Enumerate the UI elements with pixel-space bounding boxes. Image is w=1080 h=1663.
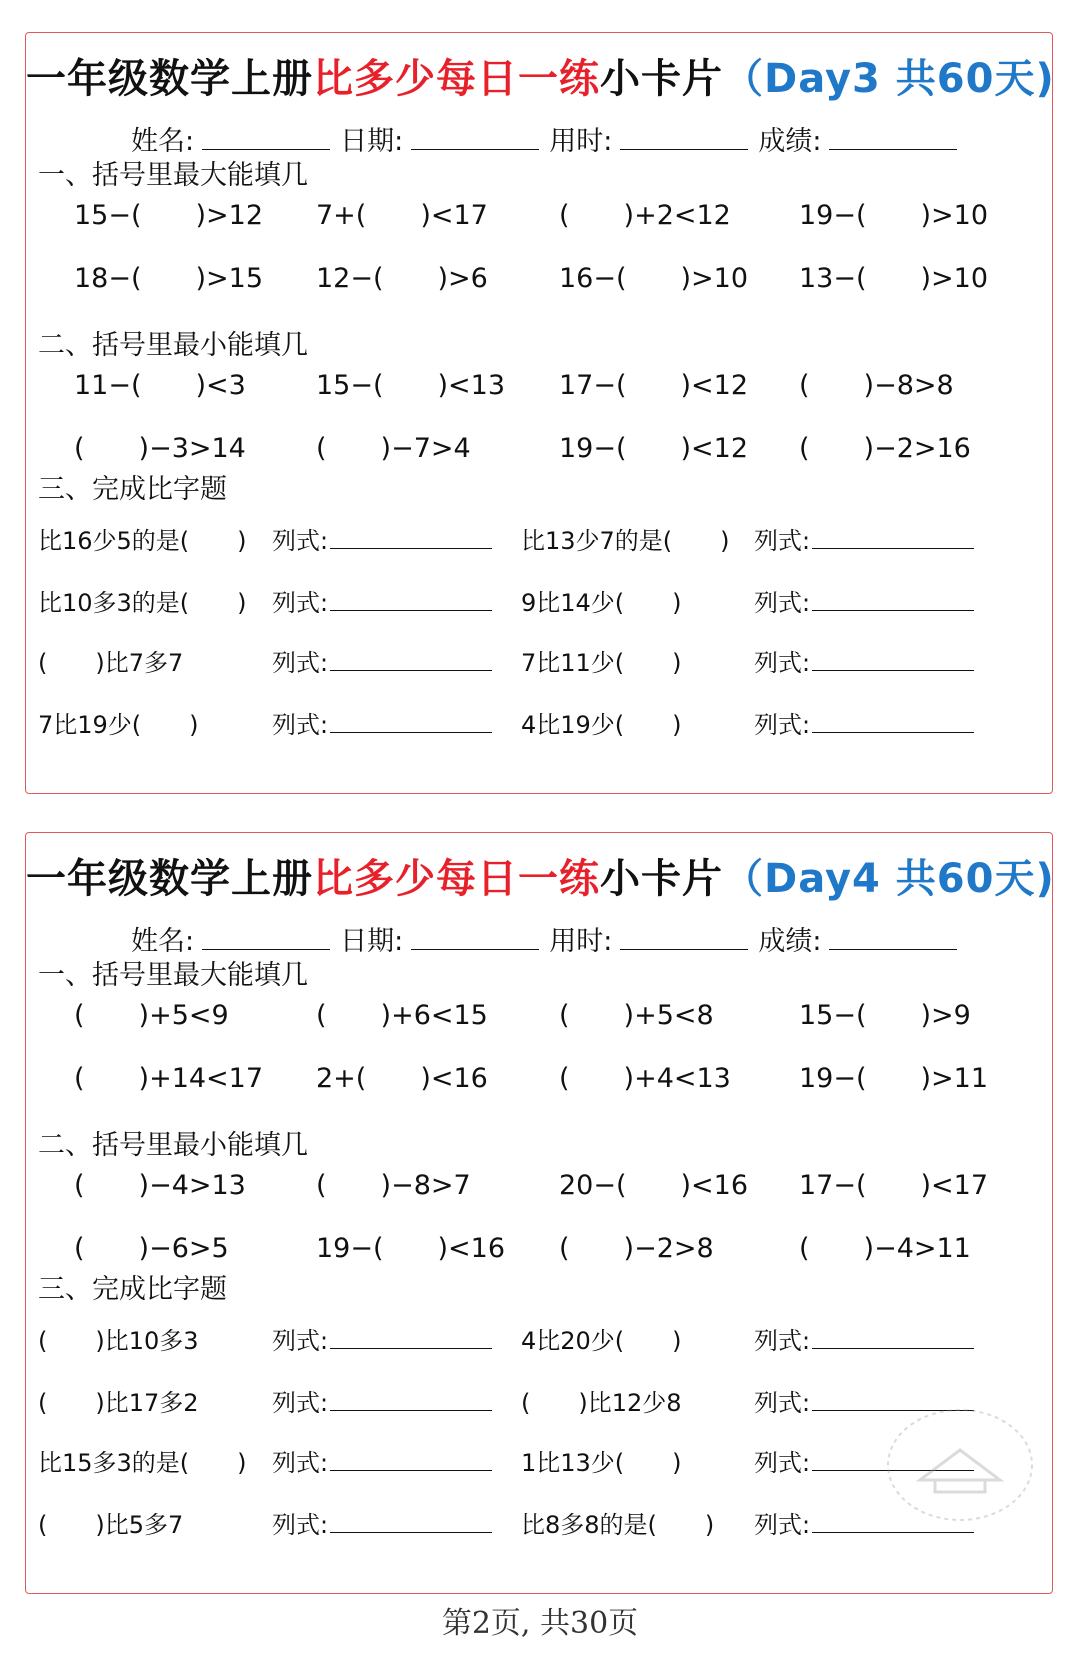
name-field-label: 姓名: <box>131 926 195 957</box>
max-fill-problem: 12−( )>6 <box>316 263 488 294</box>
formula-input[interactable] <box>330 590 492 611</box>
min-fill-problem: 20−( )<16 <box>559 1170 749 1201</box>
formula-input[interactable] <box>330 712 492 733</box>
comparison-word-problem: ( )比5多7 <box>38 1511 184 1539</box>
formula-label: 列式: <box>272 589 329 617</box>
comparison-word-problem: 比13少7的是( ) <box>521 527 730 555</box>
formula-answer <box>272 521 492 556</box>
formula-input[interactable] <box>812 650 974 671</box>
formula-input[interactable] <box>330 1450 492 1471</box>
formula-input[interactable] <box>330 1512 492 1533</box>
page-footer: 第2页, 共30页 <box>441 1606 639 1641</box>
max-fill-problem: 7+( )<17 <box>316 200 488 231</box>
card-title <box>26 47 1055 104</box>
formula-answer <box>754 583 974 618</box>
title-suffix: 小卡片 <box>600 856 723 902</box>
section-3-heading: 三、完成比字题 <box>38 474 227 505</box>
formula-label: 列式: <box>272 649 329 677</box>
min-fill-problem: 15−( )<13 <box>316 370 506 401</box>
formula-label: 列式: <box>272 1511 329 1539</box>
formula-input[interactable] <box>330 1390 492 1411</box>
max-fill-problem: 16−( )>10 <box>559 263 749 294</box>
max-fill-problem: ( )+5<9 <box>74 1000 229 1031</box>
name-field[interactable] <box>202 125 330 150</box>
formula-label: 列式: <box>754 527 811 555</box>
time-field[interactable] <box>620 925 748 950</box>
title-highlight: 比多少每日一练 <box>313 856 600 902</box>
formula-label: 列式: <box>754 1389 811 1417</box>
date-field[interactable] <box>411 925 539 950</box>
max-fill-problem: 15−( )>9 <box>799 1000 971 1031</box>
title-highlight: 比多少每日一练 <box>313 56 600 102</box>
min-fill-problem: 17−( )<12 <box>559 370 749 401</box>
formula-input[interactable] <box>812 712 974 733</box>
formula-label: 列式: <box>754 1449 811 1477</box>
min-fill-problem: 19−( )<12 <box>559 433 749 464</box>
formula-label: 列式: <box>754 649 811 677</box>
max-fill-problem: ( )+14<17 <box>74 1063 264 1094</box>
title-suffix: 小卡片 <box>600 56 723 102</box>
date-field-label: 日期: <box>340 926 404 957</box>
formula-answer <box>272 583 492 618</box>
comparison-word-problem: 比8多8的是( ) <box>521 1511 715 1539</box>
watermark-stamp-icon <box>880 1400 1040 1530</box>
section-1-heading: 一、括号里最大能填几 <box>38 960 308 991</box>
formula-label: 列式: <box>754 1327 811 1355</box>
score-field[interactable] <box>829 125 957 150</box>
formula-input[interactable] <box>812 528 974 549</box>
comparison-word-problem: ( )比7多7 <box>38 649 184 677</box>
card-title <box>26 847 1055 904</box>
formula-label: 列式: <box>272 1449 329 1477</box>
title-text: 一年级数学上册 <box>26 856 313 902</box>
max-fill-problem: 2+( )<16 <box>316 1063 488 1094</box>
comparison-word-problem: 比16少5的是( ) <box>38 527 247 555</box>
section-2-heading: 二、括号里最小能填几 <box>38 1130 308 1161</box>
section-2-heading: 二、括号里最小能填几 <box>38 330 308 361</box>
formula-answer <box>272 1443 492 1478</box>
comparison-word-problem: 比15多3的是( ) <box>38 1449 247 1477</box>
min-fill-problem: ( )−4>11 <box>799 1233 971 1264</box>
comparison-word-problem: 7比19少( ) <box>38 711 199 739</box>
formula-label: 列式: <box>754 589 811 617</box>
formula-label: 列式: <box>272 527 329 555</box>
score-field-label: 成绩: <box>758 926 822 957</box>
min-fill-problem: ( )−4>13 <box>74 1170 246 1201</box>
time-field[interactable] <box>620 125 748 150</box>
score-field[interactable] <box>829 925 957 950</box>
min-fill-problem: ( )−2>16 <box>799 433 971 464</box>
max-fill-problem: ( )+5<8 <box>559 1000 714 1031</box>
comparison-word-problem: 1比13少( ) <box>521 1449 682 1477</box>
formula-label: 列式: <box>754 711 811 739</box>
formula-label: 列式: <box>272 1327 329 1355</box>
title-text: 一年级数学上册 <box>26 56 313 102</box>
comparison-word-problem: 7比11少( ) <box>521 649 682 677</box>
comparison-word-problem: 比10多3的是( ) <box>38 589 247 617</box>
min-fill-problem: ( )−7>4 <box>316 433 471 464</box>
comparison-word-problem: 4比20少( ) <box>521 1327 682 1355</box>
formula-answer <box>272 1321 492 1356</box>
formula-answer <box>754 643 974 678</box>
max-fill-problem: ( )+4<13 <box>559 1063 731 1094</box>
comparison-word-problem: 9比14少( ) <box>521 589 682 617</box>
formula-input[interactable] <box>330 650 492 671</box>
date-field-label: 日期: <box>340 126 404 157</box>
max-fill-problem: 15−( )>12 <box>74 200 264 231</box>
formula-input[interactable] <box>812 590 974 611</box>
section-3-heading: 三、完成比字题 <box>38 1274 227 1305</box>
score-field-label: 成绩: <box>758 126 822 157</box>
formula-answer <box>272 643 492 678</box>
min-fill-problem: 17−( )<17 <box>799 1170 989 1201</box>
min-fill-problem: ( )−2>8 <box>559 1233 714 1264</box>
min-fill-problem: ( )−8>7 <box>316 1170 471 1201</box>
min-fill-problem: ( )−3>14 <box>74 433 246 464</box>
formula-label: 列式: <box>754 1511 811 1539</box>
comparison-word-problem: ( )比12少8 <box>521 1389 682 1417</box>
comparison-word-problem: ( )比10多3 <box>38 1327 199 1355</box>
formula-label: 列式: <box>272 711 329 739</box>
max-fill-problem: ( )+6<15 <box>316 1000 488 1031</box>
formula-answer <box>754 521 974 556</box>
max-fill-problem: 19−( )>11 <box>799 1063 989 1094</box>
formula-label: 列式: <box>272 1389 329 1417</box>
section-1-heading: 一、括号里最大能填几 <box>38 160 308 191</box>
formula-answer <box>754 705 974 740</box>
comparison-word-problem: 4比19少( ) <box>521 711 682 739</box>
max-fill-problem: 18−( )>15 <box>74 263 264 294</box>
name-field-label: 姓名: <box>131 126 195 157</box>
title-day: （Day3 共60天) <box>723 56 1055 102</box>
formula-answer <box>272 1505 492 1540</box>
name-field[interactable] <box>202 925 330 950</box>
formula-answer <box>272 705 492 740</box>
title-day: （Day4 共60天) <box>723 856 1055 902</box>
min-fill-problem: 11−( )<3 <box>74 370 246 401</box>
max-fill-problem: 13−( )>10 <box>799 263 989 294</box>
min-fill-problem: ( )−6>5 <box>74 1233 229 1264</box>
formula-answer <box>754 1321 974 1356</box>
max-fill-problem: 19−( )>10 <box>799 200 989 231</box>
min-fill-problem: ( )−8>8 <box>799 370 954 401</box>
time-field-label: 用时: <box>549 126 613 157</box>
formula-input[interactable] <box>330 1328 492 1349</box>
max-fill-problem: ( )+2<12 <box>559 200 731 231</box>
time-field-label: 用时: <box>549 926 613 957</box>
formula-input[interactable] <box>812 1328 974 1349</box>
worksheet-card-day3 <box>25 32 1053 794</box>
formula-answer <box>272 1383 492 1418</box>
formula-input[interactable] <box>330 528 492 549</box>
min-fill-problem: 19−( )<16 <box>316 1233 506 1264</box>
comparison-word-problem: ( )比17多2 <box>38 1389 199 1417</box>
date-field[interactable] <box>411 125 539 150</box>
